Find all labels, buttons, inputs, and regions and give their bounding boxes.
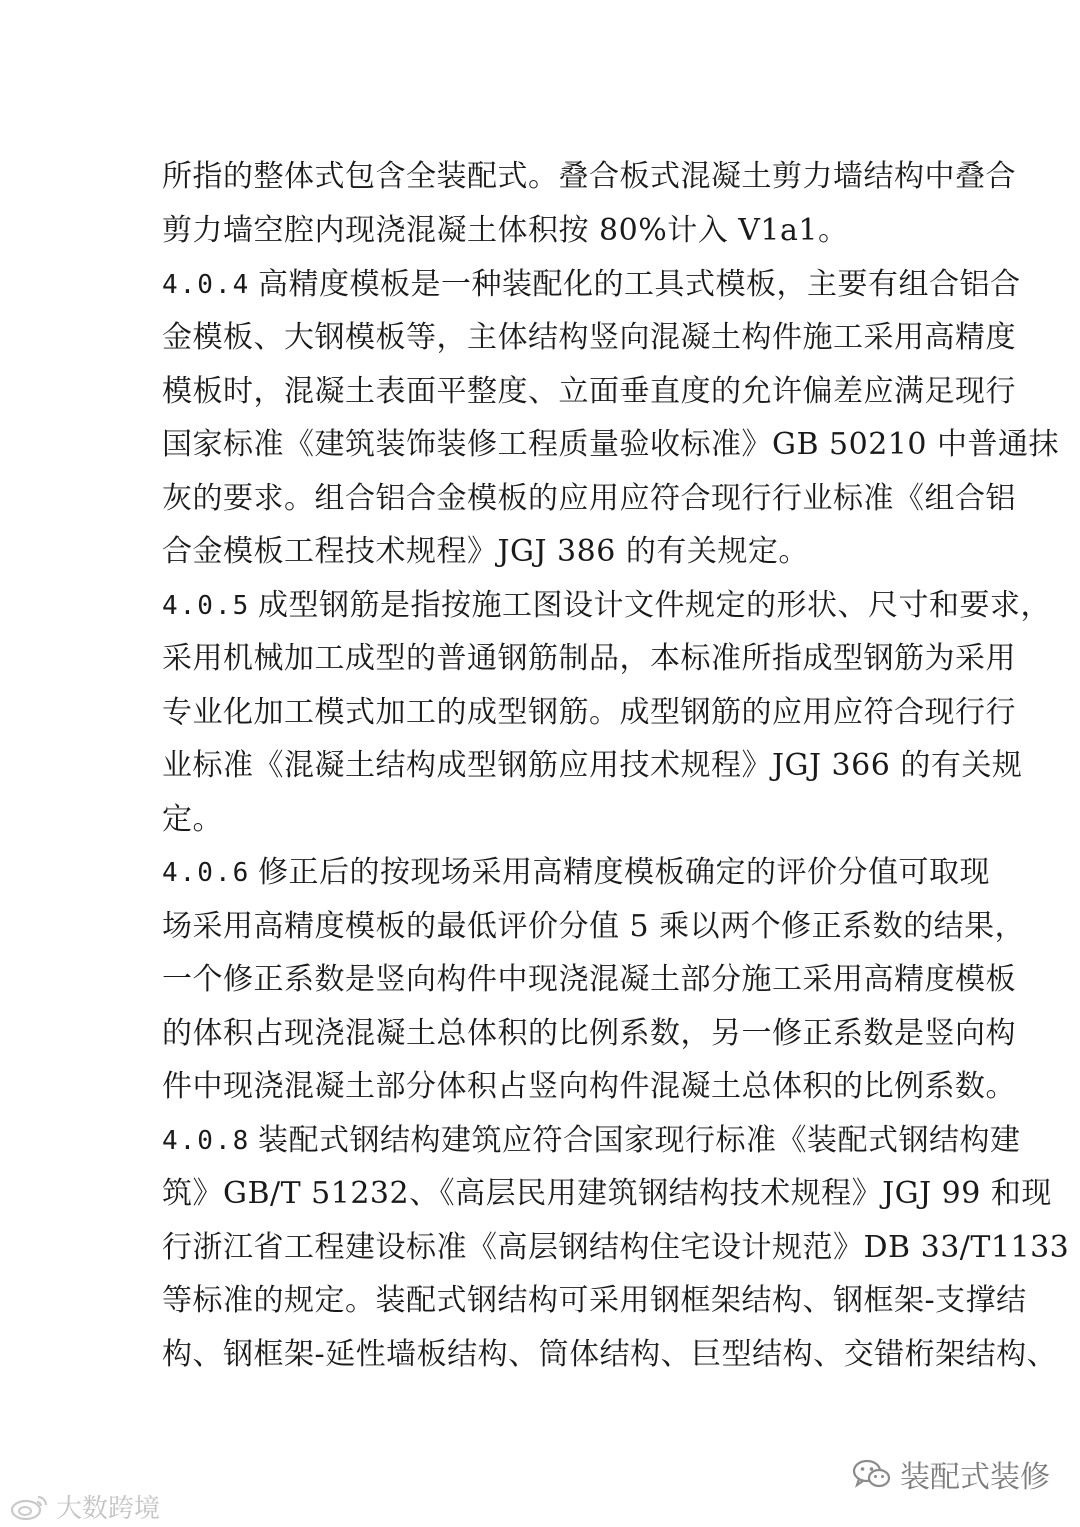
text-line: 合金模板工程技术规程》JGJ 386 的有关规定。 <box>162 534 809 569</box>
weibo-watermark <box>10 1488 160 1525</box>
text-line: 金模板、大钢模板等，主体结构竖向混凝土构件施工采用高精度 <box>162 320 1016 355</box>
text-line: 所指的整体式包含全装配式。叠合板式混凝土剪力墙结构中叠合 <box>162 159 1016 194</box>
text-line: 行浙江省工程建设标准《高层钢结构住宅设计规范》DB 33/T1133 <box>162 1230 1070 1265</box>
section-4-0-6-line <box>162 853 990 893</box>
text-line: 业标准《混凝土结构成型钢筋应用技术规程》JGJ 366 的有关规 <box>162 748 1023 783</box>
text-line: 一个修正系数是竖向构件中现浇混凝土部分施工采用高精度模板 <box>162 962 1016 997</box>
wechat-watermark <box>852 1452 1050 1496</box>
text-line: 场采用高精度模板的最低评价分值 5 乘以两个修正系数的结果， <box>162 909 1026 944</box>
section-4-0-5-line <box>162 586 1051 626</box>
wechat-icon <box>852 1458 892 1490</box>
wechat-account-name: 装配式装修 <box>900 1460 1050 1495</box>
text-line: 装配式钢结构建筑应符合国家现行标准《装配式钢结构建 <box>258 1123 1021 1158</box>
section-number: 4.0.8 <box>162 1126 251 1156</box>
section-number: 4.0.4 <box>162 270 251 300</box>
text-line: 模板时，混凝土表面平整度、立面垂直度的允许偏差应满足现行 <box>162 374 1016 409</box>
section-4-0-8-line <box>162 1121 1021 1161</box>
text-line: 采用机械加工成型的普通钢筋制品，本标准所指成型钢筋为采用 <box>162 641 1016 676</box>
text-line: 等标准的规定。装配式钢结构可采用钢框架结构、钢框架-支撑结 <box>162 1283 1027 1318</box>
text-line: 件中现浇混凝土部分体积占竖向构件混凝土总体积的比例系数。 <box>162 1069 1016 1104</box>
section-4-0-4-line <box>162 265 1021 305</box>
text-line: 高精度模板是一种装配化的工具式模板，主要有组合铝合 <box>258 267 1021 302</box>
text-line: 修正后的按现场采用高精度模板确定的评价分值可取现 <box>258 855 990 890</box>
text-line: 剪力墙空腔内现浇混凝土体积按 80%计入 V1a1。 <box>162 213 849 248</box>
section-number: 4.0.6 <box>162 858 251 888</box>
weibo-icon <box>10 1492 50 1522</box>
text-line: 灰的要求。组合铝合金模板的应用应符合现行行业标准《组合铝 <box>162 481 1016 516</box>
text-line: 定。 <box>162 802 223 837</box>
section-number: 4.0.5 <box>162 591 251 621</box>
text-line: 专业化加工模式加工的成型钢筋。成型钢筋的应用应符合现行行 <box>162 695 1016 730</box>
text-line: 成型钢筋是指按施工图设计文件规定的形状、尺寸和要求， <box>258 588 1051 623</box>
text-line: 国家标准《建筑装饰装修工程质量验收标准》GB 50210 中普通抹 <box>162 427 1060 462</box>
text-line: 构、钢框架-延性墙板结构、筒体结构、巨型结构、交错桁架结构、 <box>162 1337 1058 1372</box>
text-line: 筑》GB/T 51232、《高层民用建筑钢结构技术规程》JGJ 99 和现 <box>162 1176 1052 1211</box>
weibo-account-name: 大数跨境 <box>56 1494 161 1524</box>
text-line: 的体积占现浇混凝土总体积的比例系数，另一修正系数是竖向构 <box>162 1016 1016 1051</box>
